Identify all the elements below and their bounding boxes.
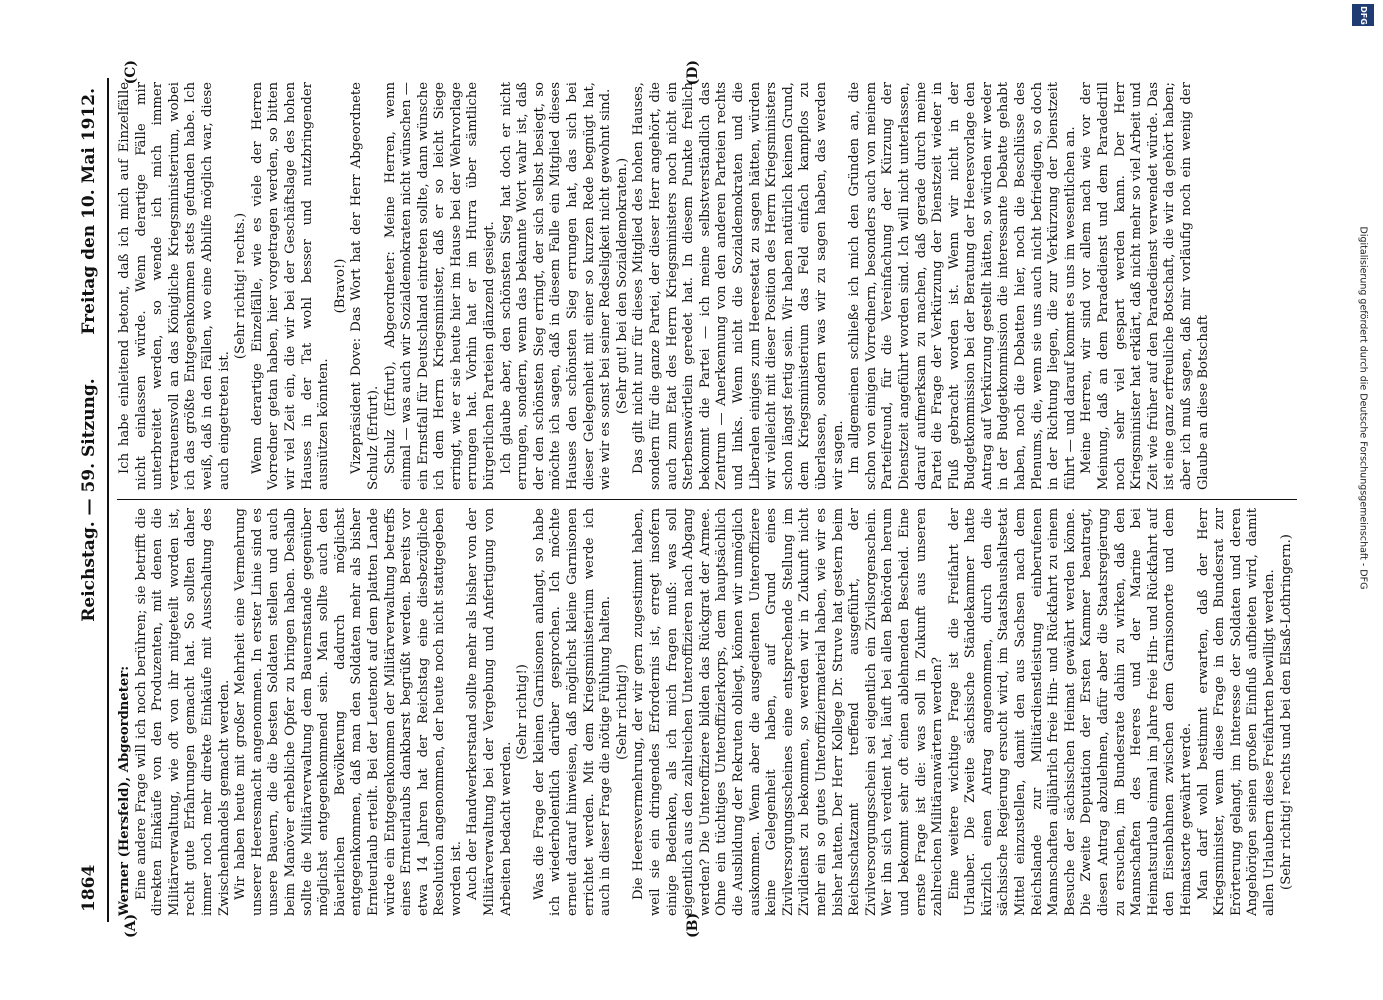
paragraph: Ich glaube aber, den schönsten Sieg hat doch er nicht errungen, sondern, wenn das bekannte Wort wahr ist, daß der den schönsten Sieg erringt, der sich selbst besiegt, so möchte ich sagen, daß in diesem Falle ein Mitglied dieses Hauses den schönsten Sieg errungen hat, das sich bei dieser Gelegenheit mit einer so kurzen Rede begnügt hat, wie wir es sonst bei seiner Redseligkeit nicht gewohnt sind. bbox=[498, 82, 614, 490]
paragraph: Eine weitere wichtige Frage ist die Freifahrt der Urlauber. Die Zweite sächsische Ständekammer hatte kürzlich einen Antrag angenommen, durch den die sächsische Regierung ersucht wird, im Staatshaushaltsetat Mittel einzustellen, damit den aus Sachsen nach dem Reichslande zur Militärdienstleistung einberufenen Mannschaften alljährlich freie Hin- und Rückfahrt zu einem Besuche der sächsischen Heimat gewährt werden könne. Die Zweite Deputation der Ersten Kammer beantragt, diesen Antrag abzulehnen, dafür aber die Staatsregierung zu ersuchen, im Bundesrate dahin zu wirken, daß den Mannschaften des Heeres und der Marine bei Heimatsurlaub einmal im Jahre freie Hin- und Rückfahrt auf den Eisenbahnen zwischen dem Garnisonorte und dem Heimatsorte gewährt werde. bbox=[946, 508, 1194, 916]
paragraph: Was die Frage der kleinen Garnisonen anlangt, so habe ich wiederholentlich darüber gesprochen. Ich möchte erneut darauf hinweisen, daß möglichst kleine Garnisonen errichtet werden. Mit dem Kriegsministerium werde ich auch in dieser Frage die nötige Fühlung halten. bbox=[531, 508, 614, 916]
rotated-document-page bbox=[65, 60, 1315, 940]
paragraph: Wenn derartige Einzelfälle, wie es viele der Herren Vorredner getan haben, hier vorgetragen werden, so bitten wir viel Zeit ein, die wir bei der Geschäftslage des hohen Hauses in der Tat wohl besser und nutzbringender ausnützen könnten. bbox=[249, 82, 332, 490]
margin-marker-c: (C) bbox=[123, 60, 139, 85]
page-number: 1864 bbox=[79, 864, 99, 912]
paragraph: Das gilt nicht nur für dieses Mitglied des hohen Hauses, sondern für die ganze Partei, der dieser Herr angehört, die auch zum Etat des Herrn Kriegsministers noch nicht ein Sterbenswörtlein geredet hat. In diesem Punkte freilich bekommt die Partei — ich meine selbstverständlich das Zentrum — Anerkennung von den anderen Parteien rechts und links. Wenn nicht die Sozialdemokraten und die Liberalen einiges zum Heeresetat zu sagen hätten, würden wir vielleicht mit dieser Position des Herrn Kriegsministers schon längst fertig sein. Wir haben natürlich keinen Grund, dem Kriegsministerium das Feld einfach kampflos zu überlassen, sondern was wir zu sagen haben, das werden wir sagen. bbox=[631, 82, 846, 490]
interjection: (Sehr richtig!) bbox=[614, 664, 630, 760]
column-rule bbox=[117, 499, 1297, 500]
margin-marker-b: (B) bbox=[685, 912, 701, 938]
paragraph: Meine Herren, wir sind vor allem nach wie vor der Meinung, daß an dem Paradedienst und dem Paradedrill noch sehr viel gespart werden kann. Der Herr Kriegsminister hat erklärt, daß nicht mehr so viel Arbeit und Zeit wie früher auf den Paradedienst verwendet würde. Das ist eine ganz erfreuliche Botschaft, die wir da gehört haben; aber ich muß sagen, daß mir vorläufig noch ein wenig der Glaube an diese Botschaft bbox=[1079, 82, 1211, 490]
paragraph: Im allgemeinen schließe ich mich den Gründen an, die schon von einigen Vorrednern, besonders auch von meinem Parteifreund, für die Vereinfachung der Kürzung der Dienstzeit angeführt worden sind. Ich will nicht unterlassen, darauf aufmerksam zu machen, daß gerade durch meine Partei die Frage der Verkürzung der Dienstzeit wieder in Fluß gebracht worden ist. Wenn wir nicht in der Budgetkommission bei der Beratung der Heeresvorlage den Antrag auf Verkürzung gestellt hätten, so würden wir weder in der Budgetkommission die interessante Debatte gehabt haben, noch die Debatten hier, noch die Beschlüsse des Plenums, die, wenn sie uns auch nicht befriedigen, so doch in der Richtung liegen, die zur Verkürzung der Dienstzeit führt — und darauf kommt es uns im wesentlichen an. bbox=[847, 82, 1078, 490]
margin-marker-d: (D) bbox=[685, 60, 701, 86]
interjection: (Sehr richtig! rechts.) bbox=[233, 212, 249, 360]
interjection: (Bravo!) bbox=[332, 258, 348, 314]
paragraph: Man darf wohl bestimmt erwarten, daß der Herr Kriegsminister, wenn diese Frage in dem Bundesrat zur Erörterung gelangt, im Interesse der Soldaten und deren Angehörigen seinen großen Einfluß aufbieten wird, damit allen Urlaubern diese Freifahrten bewilligt werden. bbox=[1195, 508, 1277, 916]
margin-marker-a: (A) bbox=[123, 913, 139, 938]
session-title: Reichstag. — 59. Sitzung. bbox=[79, 378, 99, 622]
speaker-line: Werner (Hersfeld), Abgeordneter: bbox=[117, 665, 132, 916]
paragraph: Die Heeresvermehrung, der wir gern zugestimmt haben, weil sie ein dringendes Erfordernis ist, erregt insofern einige Bedenken, als ich mich fragen muß: was soll eigentlich aus den zahlreichen Unteroffizieren nach Abgang werden? Die Unteroffiziere bilden das Rückgrat der Armee. Ohne ein tüchtiges Unteroffizierkorps, dem hauptsächlich die Ausbildung der Rekruten obliegt, können wir unmöglich auskommen. Wenn aber die ausgedienten Unteroffiziere keine Gelegenheit haben, auf Grund eines Zivilversorgungsscheines eine entsprechende Stellung im Zivildienst zu bekommen, so werden wir in Zukunft nicht mehr ein so gutes Unteroffiziermaterial haben, wie wir es bisher hatten. Der Herr Kollege Dr. Struve hat gestern beim Reichsschatzamt treffend ausgeführt, der Zivilversorgungsschein sei eigentlich ein Zivilsorgenschein. Wer ihn sich verdient hat, läuft bei allen Behörden herum und bekommt sehr oft einen ablehnenden Bescheid. Eine ernste Frage ist die: was soll in Zukunft aus unseren zahlreichen Militäranwärtern werden? bbox=[631, 508, 946, 916]
interjection: (Sehr richtig! rechts und bei den Elsaß-Lothringern.) bbox=[1278, 534, 1294, 890]
paragraph: Eine andere Frage will ich noch berühren; sie betrifft die direkten Einkäufe von den Produzenten, mit denen die Militärverwaltung, wie oft von ihr mitgeteilt worden ist, recht gute Erfahrungen gemacht hat. So sollten daher immer noch mehr direkte Einkäufe mit Ausschaltung des Zwischenhandels gemacht werden. bbox=[133, 508, 232, 916]
interjection: (Sehr richtig!) bbox=[515, 664, 531, 760]
interjection: (Sehr gut! bei den Sozialdemokraten.) bbox=[614, 157, 630, 415]
dfg-logo: DFG bbox=[1352, 4, 1374, 26]
paragraph: Auch der Handwerkerstand sollte mehr als bisher von der Militärverwaltung bei der Vergebung und Anfertigung von Arbeiten bedacht werden. bbox=[465, 508, 514, 916]
digitization-note-text: Digitalisierung gefördert durch die Deutsche Forschungsgemeinschaft - DFG bbox=[1357, 226, 1369, 590]
right-column bbox=[117, 82, 1297, 490]
paragraph: Ich habe einleitend betont, daß ich mich auf Einzelfälle nicht einlassen würde. Wenn derartige Fälle mir unterbreitet werden, so wende ich mich immer vertrauensvoll an das Königliche Kriegsministerium, wobei ich das größte Entgegenkommen stets gefunden habe. Ich weiß, daß in den Fällen, wo eine Abhilfe möglich war, diese auch eingetreten ist. bbox=[117, 82, 232, 490]
left-column bbox=[117, 508, 1297, 916]
paragraph: Wir haben heute mit großer Mehrheit eine Vermehrung unserer Heeresmacht angenommen. In erster Linie sind es unsere Bauern, die die besten Soldaten stellen und auch beim Manöver erhebliche Opfer zu bringen haben. Deshalb sollte die Militärverwaltung dem Bauernstande gegenüber möglichst entgegenkommend sein. Man sollte auch den bäuerlichen Bevölkerung dadurch möglichst entgegenkommen, daß man den Soldaten mehr als bisher Ernteurlaub erteilt. Bei der Leutenot auf dem platten Lande würde ein Entgegenkommen der Militärverwaltung betreffs eines Ernteurlaubs dankbarst begrüßt werden. Bereits vor etwa 14 Jahren hat der Reichstag eine diesbezügliche Resolution angenommen, der heute noch nicht stattgegeben worden ist. bbox=[233, 508, 464, 916]
page-header bbox=[73, 78, 103, 922]
paragraph: Schulz (Erfurt), Abgeordneter: Meine Herren, wenn einmal — was auch wir Sozialdemokraten nicht wünschen — ein Ernstfall für Deutschland eintreten sollte, dann wünsche ich dem Herrn Kriegsminister, daß er so leicht Siege erringt, wie er sie heute hier im Hause bei der Wehrvorlage errungen hat. Vorhin hat er im Hurra über sämtliche bürgerlichen Parteien glänzend gesiegt. bbox=[382, 82, 498, 490]
digitization-note bbox=[1355, 28, 1371, 978]
session-date: Freitag den 10. Mai 1912. bbox=[79, 88, 99, 335]
paragraph: Vizepräsident Dove: Das Wort hat der Herr Abgeordnete Schulz (Erfurt). bbox=[349, 82, 381, 490]
header-rule bbox=[107, 78, 109, 922]
